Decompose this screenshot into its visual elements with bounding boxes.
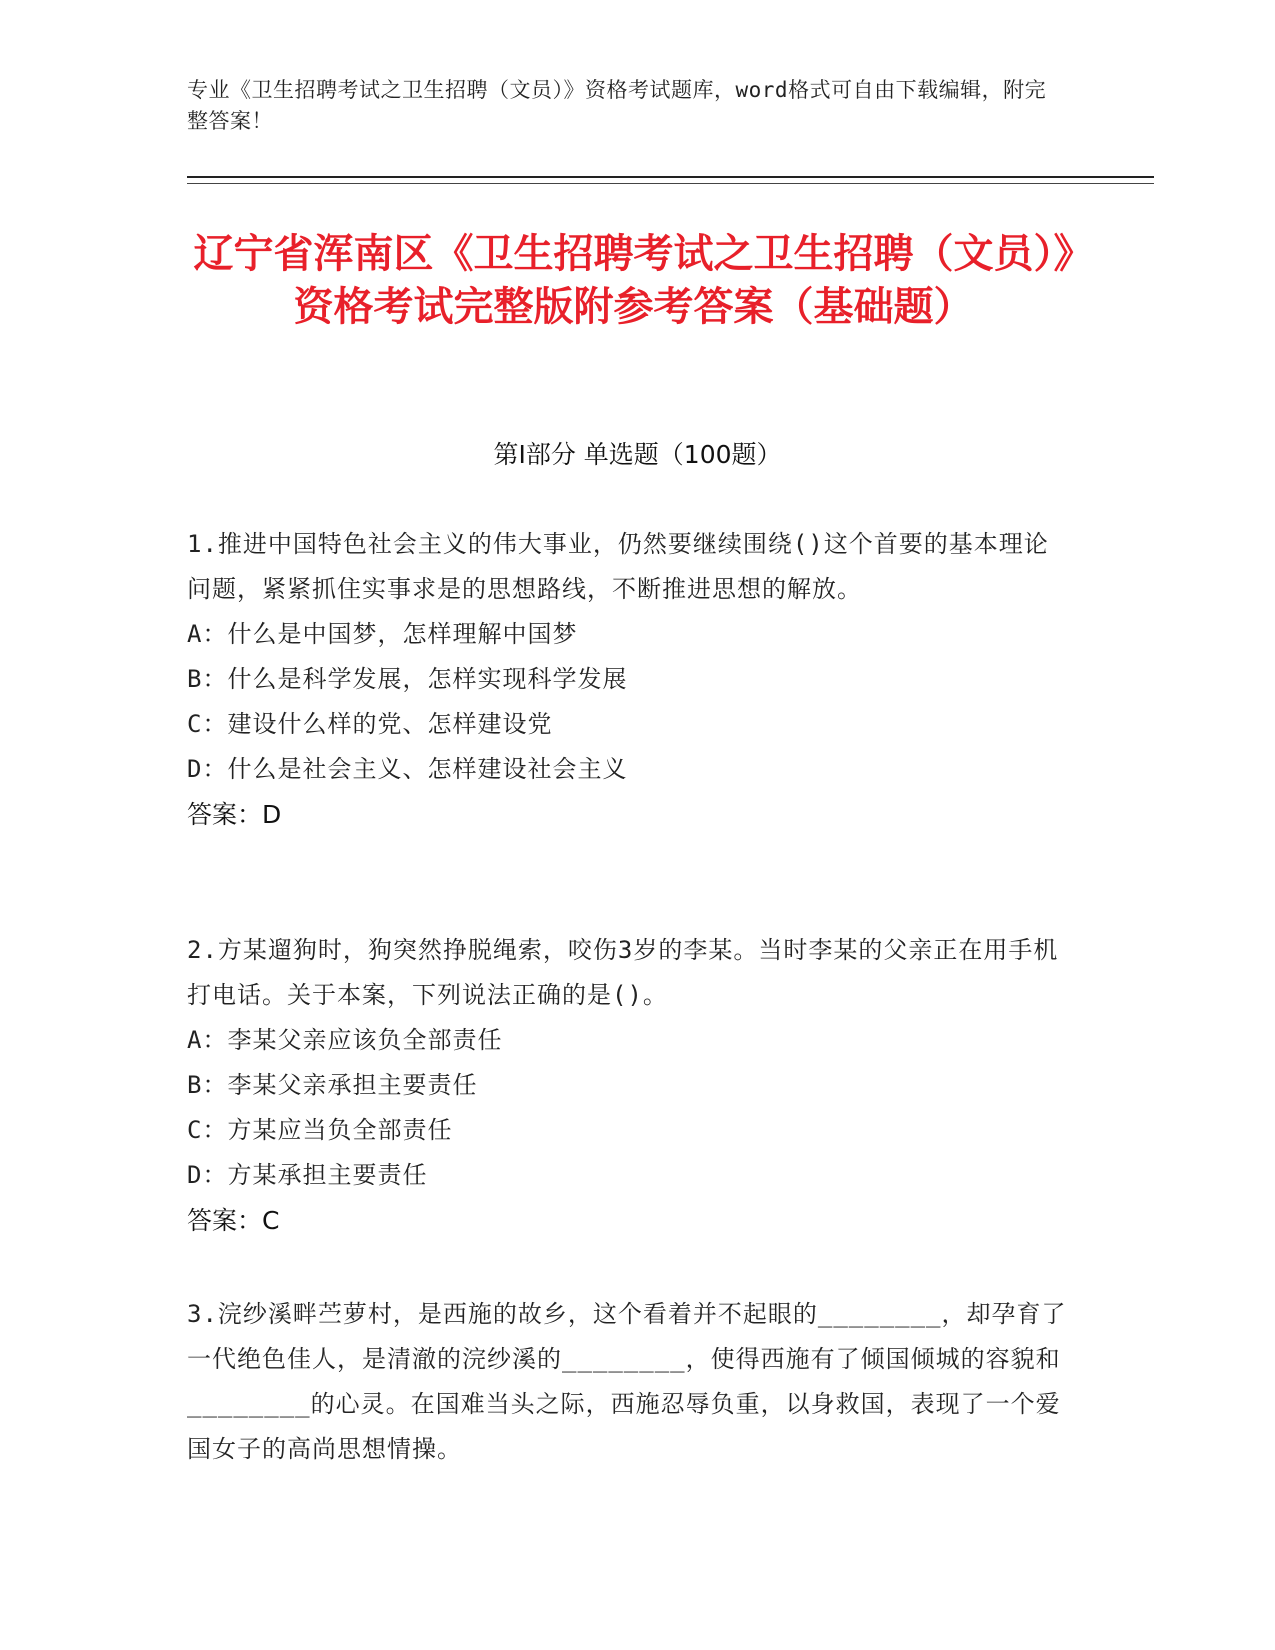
question-2 — [187, 928, 1067, 1243]
document-title: 辽宁省浑南区《卫生招聘考试之卫生招聘（文员）》资格考试完整版附参考答案（基础题） — [193, 231, 1074, 330]
question-stem: 2.方某遛狗时，狗突然挣脱绳索，咬伤3岁的李某。当时李某的父亲正在用手机打电话。关于本案，下列说法正确的是()。 — [187, 936, 1059, 1009]
answer: 答案：D — [187, 800, 282, 829]
answer: 答案：C — [187, 1206, 280, 1235]
option-c: C：方某应当负全部责任 — [187, 1116, 453, 1144]
option-c: C：建设什么样的党、怎样建设党 — [187, 710, 553, 738]
header-note: 专业《卫生招聘考试之卫生招聘（文员）》资格考试题库，word格式可自由下载编辑，附完整答案！ — [187, 78, 1047, 133]
question-1 — [187, 522, 1067, 837]
option-a: A：李某父亲应该负全部责任 — [187, 1026, 503, 1054]
header-rule-thick — [187, 176, 1154, 178]
header-rule-thin — [187, 183, 1154, 184]
option-b: B：李某父亲承担主要责任 — [187, 1071, 478, 1099]
question-stem: 3.浣纱溪畔苎萝村，是西施的故乡，这个看着并不起眼的________，却孕育了一代绝色佳人，是清澈的浣纱溪的________，使得西施有了倾国倾城的容貌和________的心灵。在国难当头之际，西施忍辱负重，以身救国，表现了一个爱国女子的高尚思想情操。 — [187, 1300, 1067, 1463]
option-d: D：方某承担主要责任 — [187, 1161, 428, 1189]
option-d: D：什么是社会主义、怎样建设社会主义 — [187, 755, 628, 783]
option-a: A：什么是中国梦，怎样理解中国梦 — [187, 620, 578, 648]
option-b: B：什么是科学发展，怎样实现科学发展 — [187, 665, 628, 693]
question-stem: 1.推进中国特色社会主义的伟大事业，仍然要继续围绕()这个首要的基本理论问题，紧紧抓住实事求是的思想路线，不断推进思想的解放。 — [187, 530, 1049, 603]
question-3 — [187, 1292, 1067, 1472]
section-heading: 第Ⅰ部分 单选题（100题） — [493, 440, 782, 469]
